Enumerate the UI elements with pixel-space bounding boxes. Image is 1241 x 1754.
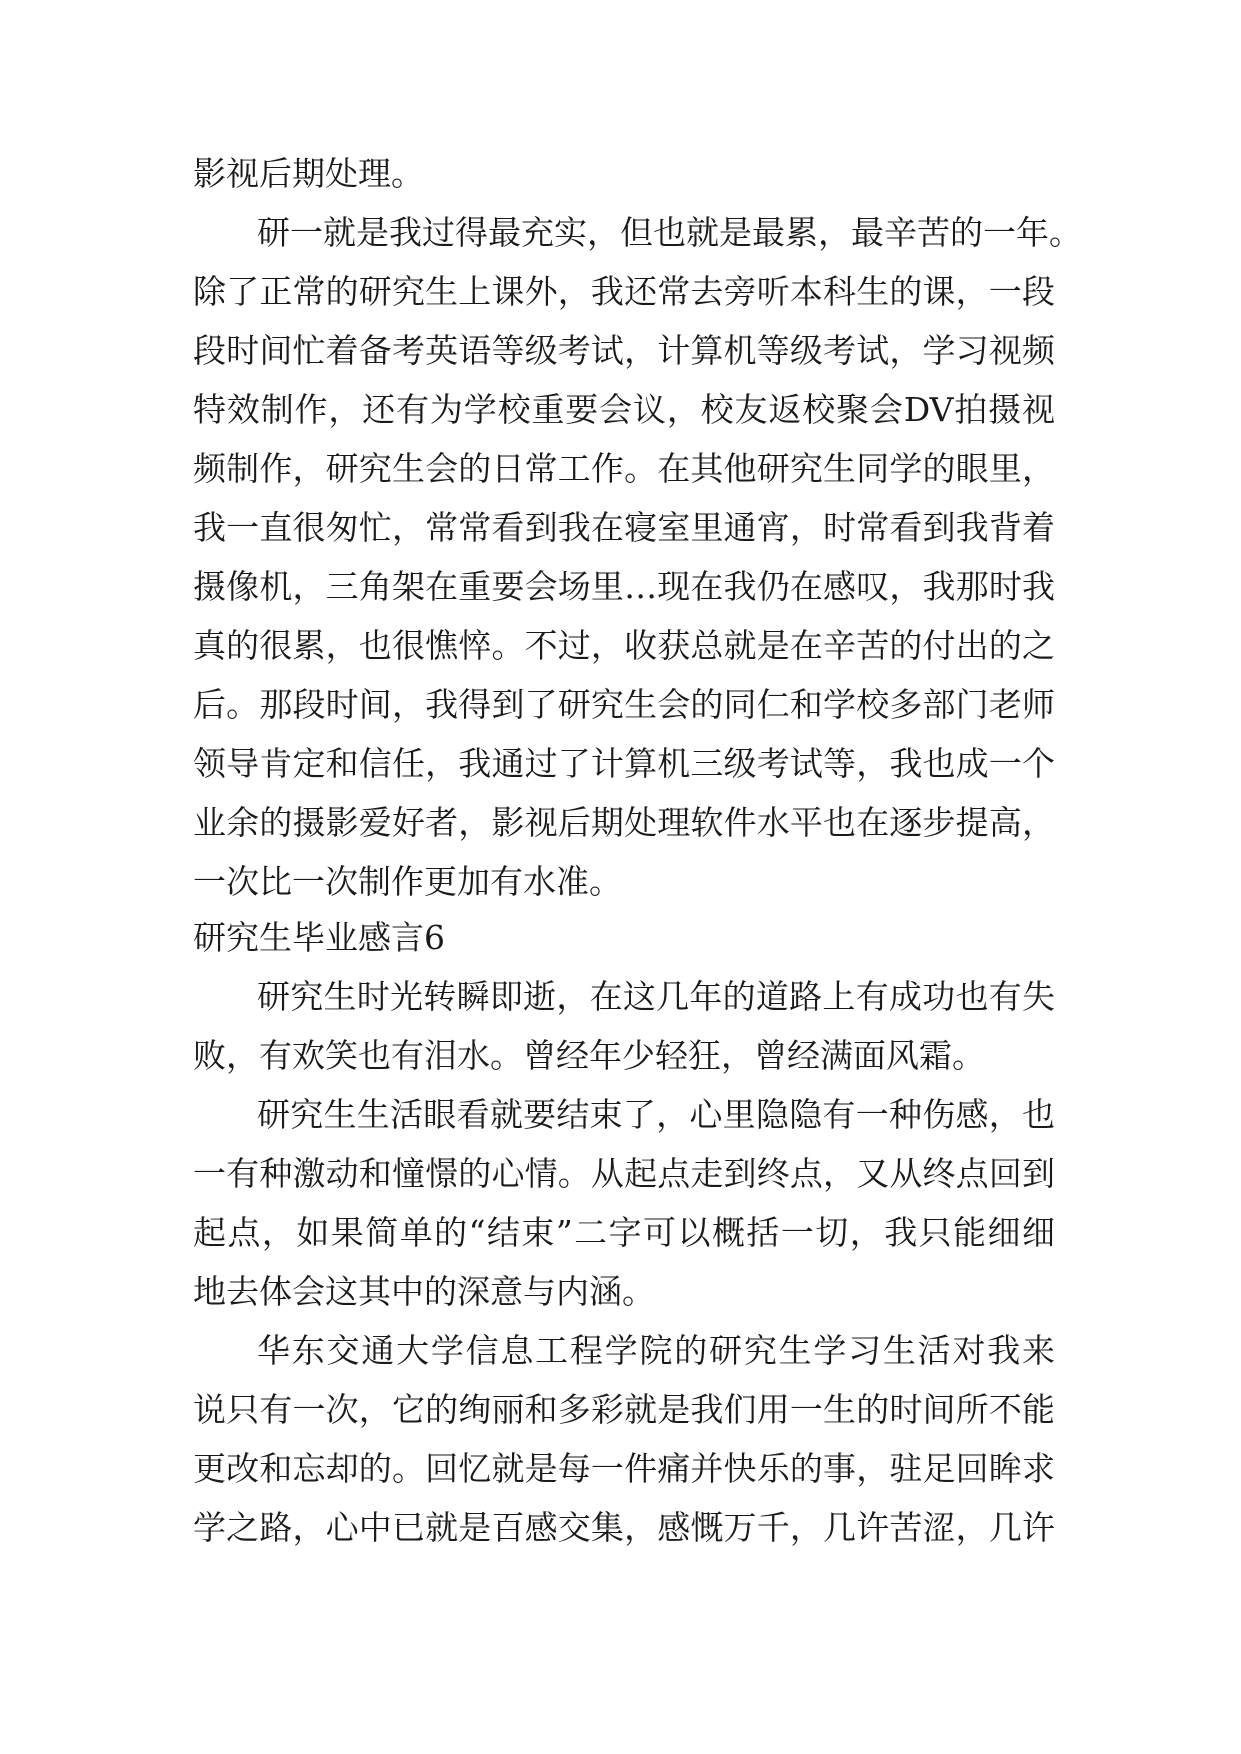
text-line: 后。那段时间，我得到了研究生会的同仁和学校多部门老师	[193, 685, 1055, 724]
text-line: 业余的摄影爱好者，影视后期处理软件水平也在逐步提高，	[193, 803, 1055, 842]
text-line: 我一直很匆忙，常常看到我在寝室里通宵，时常看到我背着	[193, 508, 1055, 547]
paragraph-start-line: 华东交通大学信息工程学院的研究生学习生活对我来	[257, 1331, 1055, 1370]
text-line: 特效制作，还有为学校重要会议，校友返校聚会DV拍摄视	[193, 390, 1055, 429]
paragraph-start-line: 研究生生活眼看就要结束了，心里隐隐有一种伤感，也	[257, 1095, 1055, 1134]
text-line: 一有种激动和憧憬的心情。从起点走到终点，又从终点回到	[193, 1154, 1055, 1193]
text-line: 败，有欢笑也有泪水。曾经年少轻狂，曾经满面风霜。	[193, 1036, 985, 1075]
text-line: 领导肯定和信任，我通过了计算机三级考试等，我也成一个	[193, 744, 1055, 783]
text-line: 影视后期处理。	[193, 154, 424, 193]
text-line: 段时间忙着备考英语等级考试，计算机等级考试，学习视频	[193, 331, 1055, 370]
text-line: 除了正常的研究生上课外，我还常去旁听本科生的课，一段	[193, 272, 1055, 311]
text-line: 学之路，心中已就是百感交集，感慨万千，几许苦涩，几许	[193, 1508, 1055, 1547]
text-line: 更改和忘却的。回忆就是每一件痛并快乐的事，驻足回眸求	[193, 1449, 1055, 1488]
text-line: 地去体会这其中的深意与内涵。	[193, 1272, 655, 1311]
paragraph-start-line: 研究生时光转瞬即逝，在这几年的道路上有成功也有失	[257, 977, 1055, 1016]
text-line: 起点，如果简单的“结束”二字可以概括一切，我只能细细	[193, 1213, 1055, 1252]
text-line: 真的很累，也很憔悴。不过，收获总就是在辛苦的付出的之	[193, 626, 1055, 665]
text-line: 频制作，研究生会的日常工作。在其他研究生同学的眼里，	[193, 449, 1055, 488]
section-heading: 研究生毕业感言6	[193, 918, 445, 957]
text-line: 摄像机，三角架在重要会场里…现在我仍在感叹，我那时我	[193, 567, 1055, 606]
text-line: 一次比一次制作更加有水准。	[193, 862, 622, 901]
text-line: 说只有一次，它的绚丽和多彩就是我们用一生的时间所不能	[193, 1390, 1055, 1429]
paragraph-start-line: 研一就是我过得最充实，但也就是最累，最辛苦的一年。	[257, 213, 1082, 252]
